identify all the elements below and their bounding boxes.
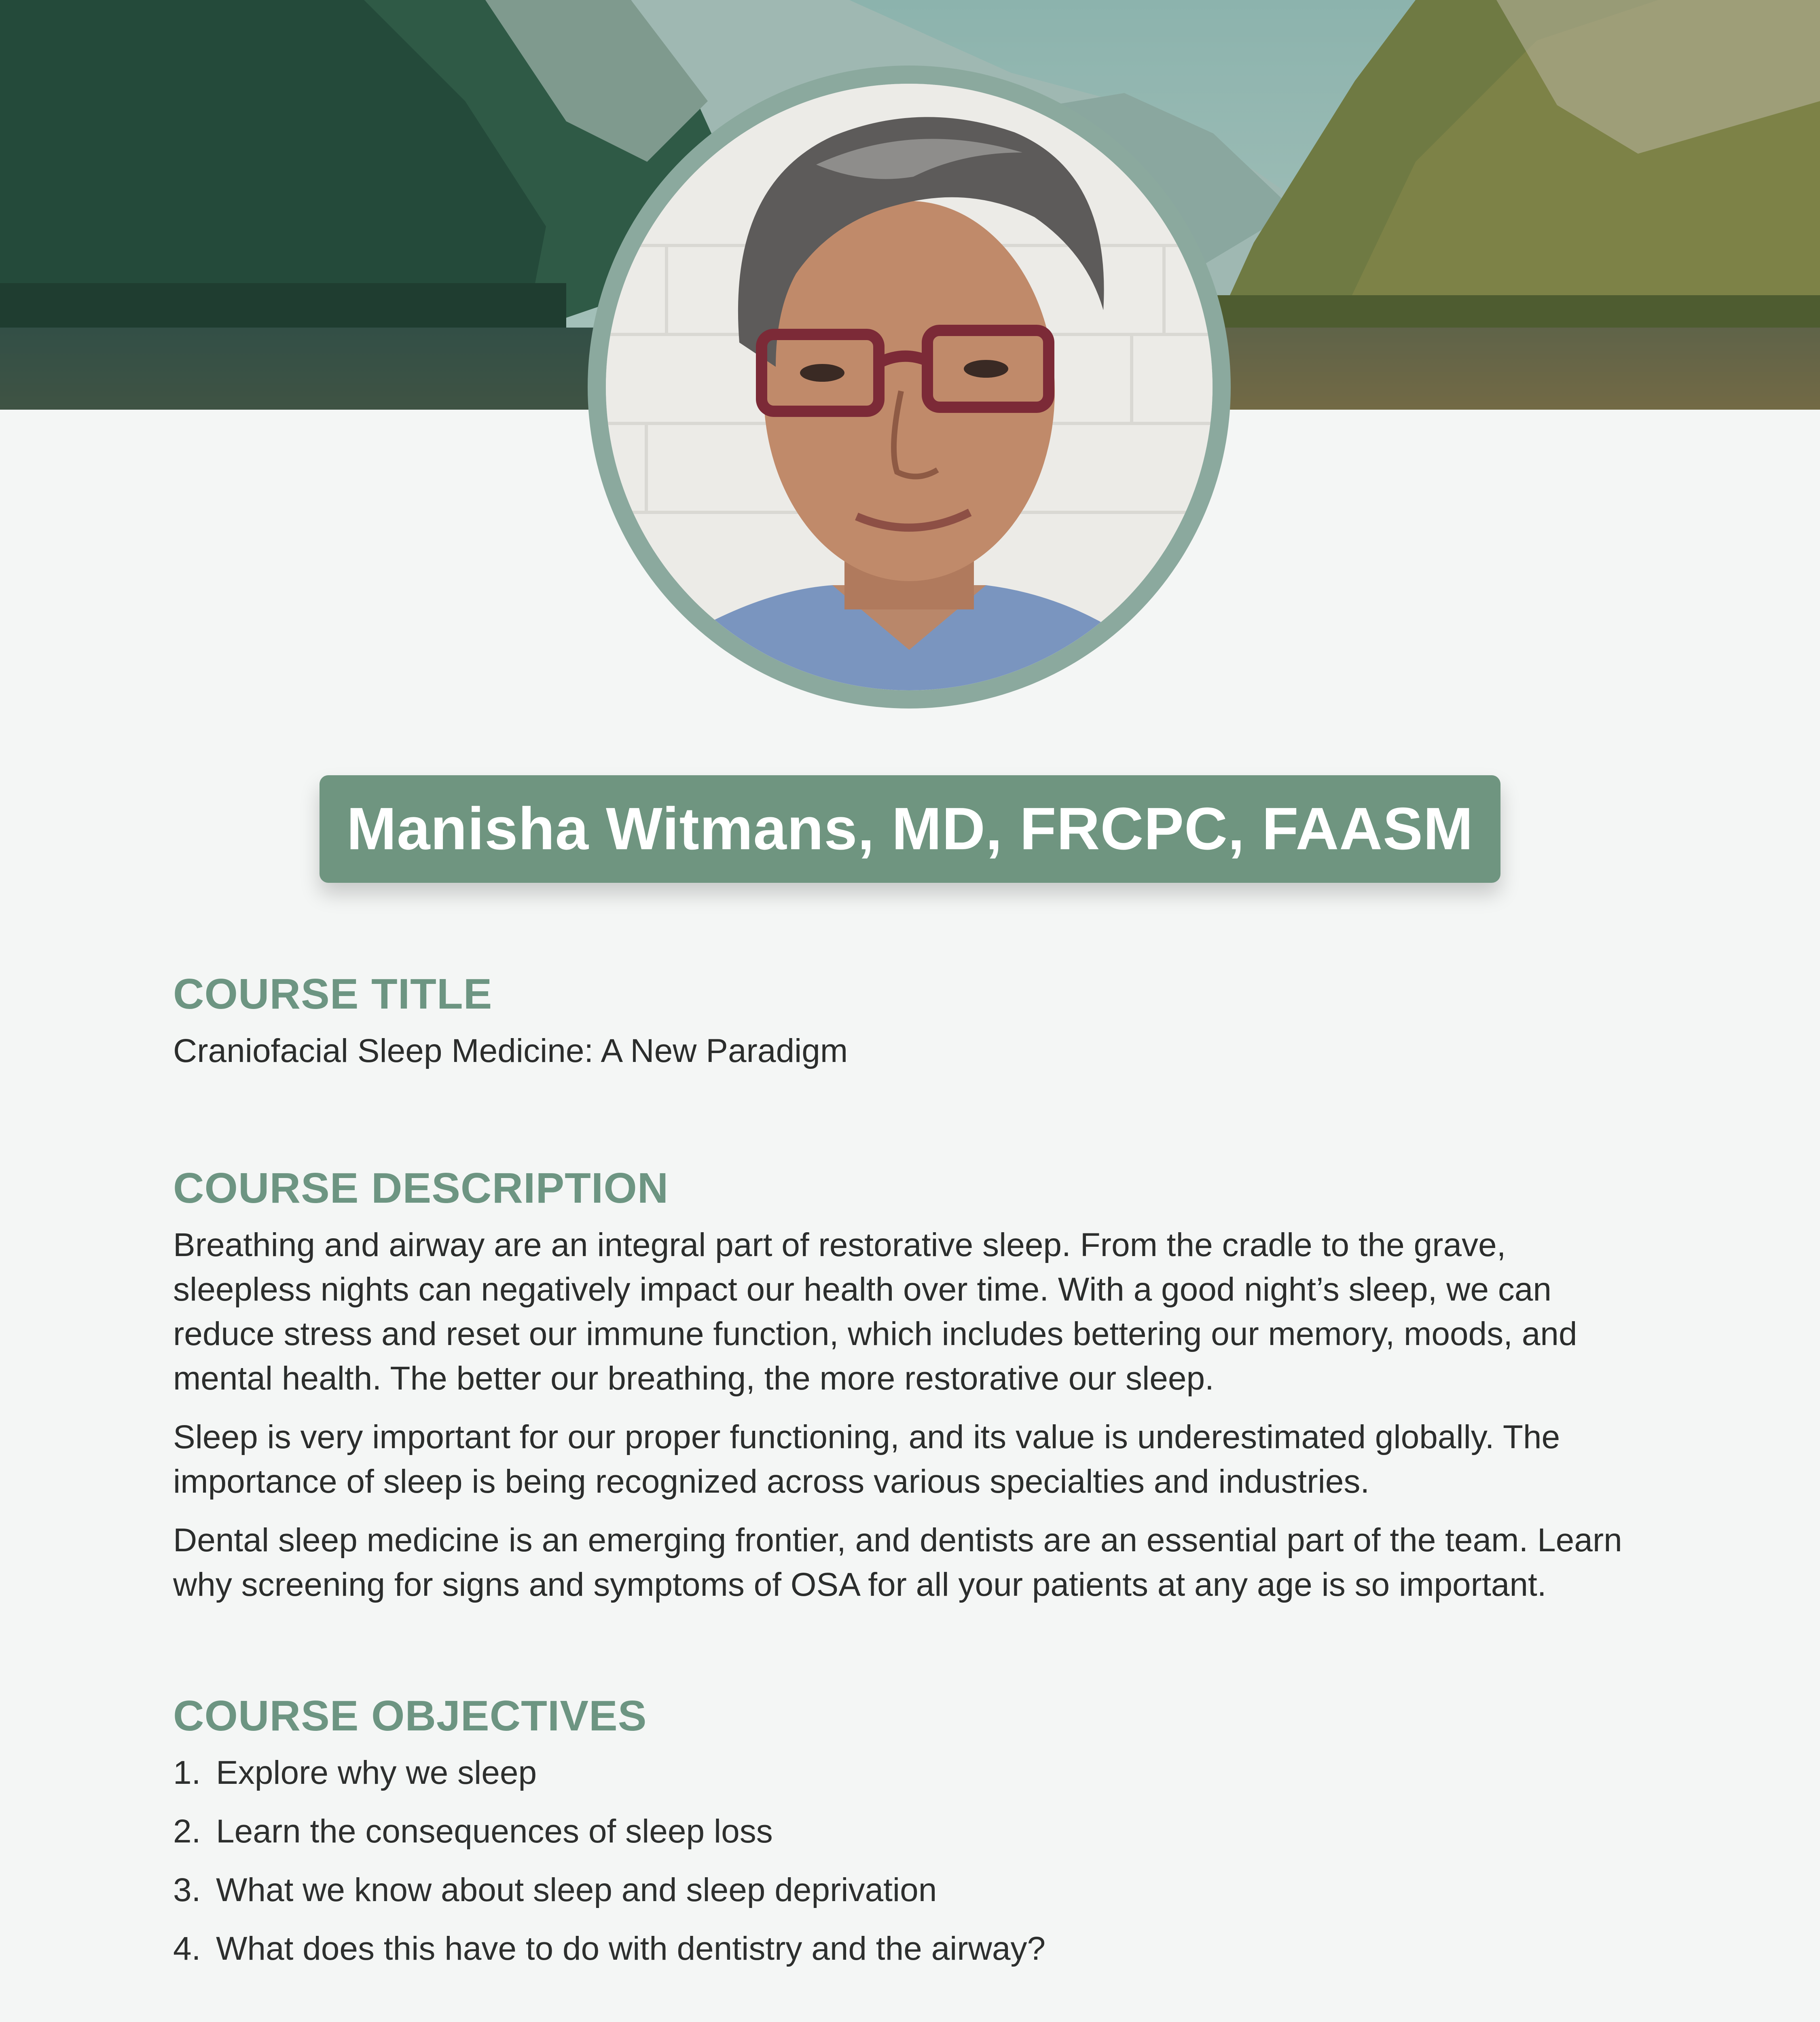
course-title-text: Craniofacial Sleep Medicine: A New Paradigm bbox=[173, 1032, 848, 1070]
objective-number: 2. bbox=[173, 1813, 201, 1850]
objective-text: What does this have to do with dentistry and the airway? bbox=[216, 1930, 1046, 1967]
objective-number: 3. bbox=[173, 1872, 201, 1909]
objective-item bbox=[173, 1809, 1653, 1868]
objective-number: 1. bbox=[173, 1754, 201, 1791]
objective-text: What we know about sleep and sleep deprivation bbox=[216, 1872, 937, 1909]
speaker-portrait-image bbox=[606, 84, 1213, 690]
course-objectives-section bbox=[173, 1690, 1653, 2022]
objectives-list bbox=[173, 1751, 1653, 1985]
description-paragraph: Breathing and airway are an integral part of restorative sleep. From the cradle to the grave, sleepless nights can negatively impact our health over time. With a good night’s sleep, we can reduce stress and reset our immune function, which includes bettering our memory, moods, and mental health. The better our breathing, the more restorative our sleep. bbox=[173, 1227, 1577, 1397]
objective-text: Explore why we sleep bbox=[216, 1754, 537, 1791]
objective-text: Learn the consequences of sleep loss bbox=[216, 1813, 773, 1850]
objective-item bbox=[173, 1868, 1653, 1927]
course-title-section bbox=[173, 969, 1653, 1163]
objective-item bbox=[173, 1751, 1653, 1809]
content-area bbox=[173, 969, 1653, 2022]
description-paragraph: Sleep is very important for our proper functioning, and its value is underestimated globally. The importance of sleep is being recognized across various specialties and industries. bbox=[173, 1419, 1560, 1500]
speaker-name-banner bbox=[320, 775, 1500, 883]
objective-item bbox=[173, 1927, 1653, 1985]
course-title-heading: COURSE TITLE bbox=[173, 970, 493, 1018]
course-description-heading: COURSE DESCRIPTION bbox=[173, 1164, 669, 1212]
speaker-name: Manisha Witmans, MD, FRCPC, FAASM bbox=[346, 795, 1474, 862]
description-paragraph: Dental sleep medicine is an emerging frontier, and dentists are an essential part of the team. Learn why screening for signs and symptoms of OSA for all your patients at any age is so important. bbox=[173, 1522, 1622, 1603]
course-objectives-heading: COURSE OBJECTIVES bbox=[173, 1692, 647, 1740]
course-description-section bbox=[173, 1163, 1653, 1690]
objective-number: 4. bbox=[173, 1930, 201, 1967]
